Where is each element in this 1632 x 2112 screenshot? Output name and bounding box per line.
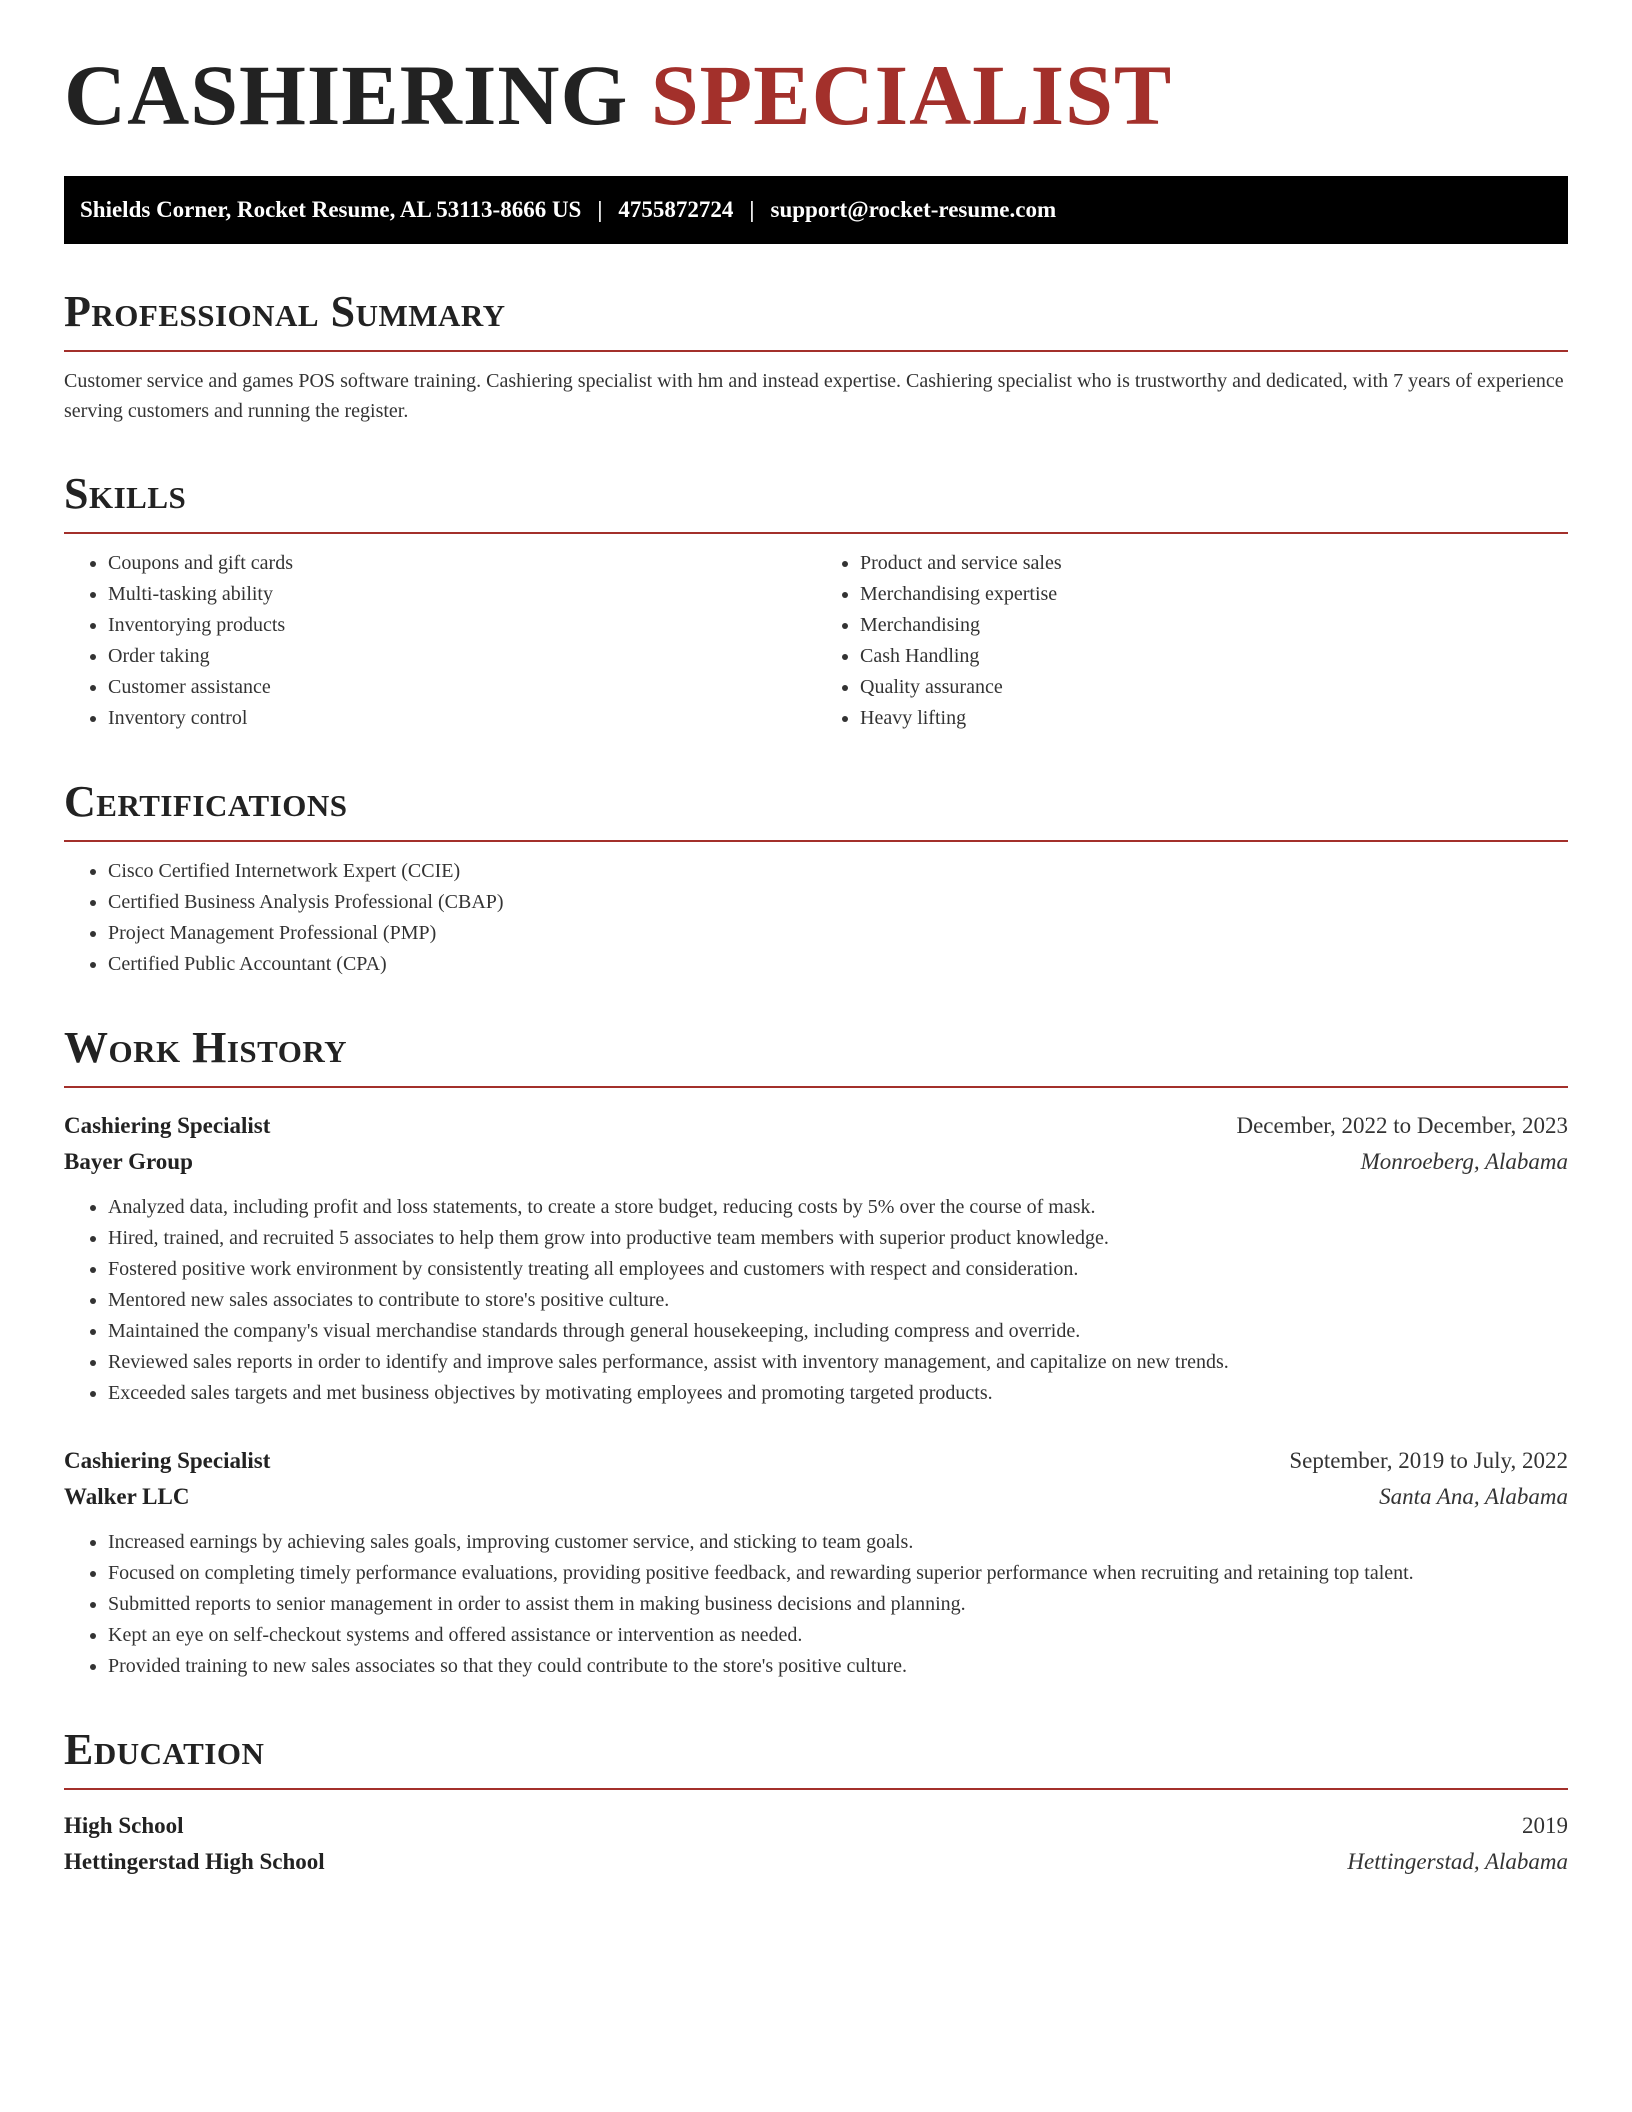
education-entry [64,1808,1568,1880]
education-year: 2019 [1522,1813,1568,1838]
work-history-section [64,1023,1568,1682]
skill-item: • Merchandising [860,610,1568,641]
certifications-section [64,777,1568,980]
skill-item: • Product and service sales [860,548,1568,579]
contact-phone: 4755872724 [618,197,734,222]
name-first-word: CASHIERING [64,47,629,143]
education-heading: Education [64,1725,265,1774]
skills-list-left [64,548,816,734]
skill-item: • Multi-tasking ability [108,579,816,610]
skills-columns [64,534,1568,734]
certification-item: • Certified Public Accountant (CPA) [108,949,1568,980]
education-degree: High School [64,1813,184,1838]
job-title: Cashiering Specialist [64,1448,271,1473]
education-degree-row [64,1808,1568,1844]
job-location: Monroeberg, Alabama [1360,1149,1568,1174]
certifications-list [64,856,1568,980]
skills-heading: Skills [64,469,187,518]
skill-item: • Inventory control [108,703,816,734]
contact-separator: | [597,197,603,222]
certification-item: • Project Management Professional (PMP) [108,918,1568,949]
resume-name-heading [64,0,1568,143]
job-title-row [64,1108,1568,1144]
job-entry [64,1443,1568,1682]
job-duties-list [64,1192,1568,1409]
skill-item: • Heavy lifting [860,703,1568,734]
job-duties-list [64,1527,1568,1682]
skills-list-right [816,548,1568,734]
job-dates: September, 2019 to July, 2022 [1289,1448,1568,1473]
section-divider [64,350,1568,352]
job-dates: December, 2022 to December, 2023 [1236,1113,1568,1138]
education-school-row [64,1844,1568,1880]
job-duty-item: • Exceeded sales targets and met business objectives by motivating employees and promoting targeted products. [108,1378,1568,1409]
job-duty-item: • Fostered positive work environment by consistently treating all employees and customers with respect and consideration. [108,1254,1568,1285]
education-location: Hettingerstad, Alabama [1347,1849,1568,1874]
job-entry [64,1108,1568,1409]
section-divider [64,1086,1568,1088]
contact-bar [64,176,1568,244]
job-duty-item: • Provided training to new sales associates so that they could contribute to the store's positive culture. [108,1651,1568,1682]
job-duty-item: • Mentored new sales associates to contribute to store's positive culture. [108,1285,1568,1316]
job-duty-item: • Submitted reports to senior management in order to assist them in making business decisions and planning. [108,1589,1568,1620]
skill-item: • Merchandising expertise [860,579,1568,610]
job-duty-item: • Kept an eye on self-checkout systems and offered assistance or intervention as needed. [108,1620,1568,1651]
certifications-heading: Certifications [64,777,348,826]
skill-item: • Coupons and gift cards [108,548,816,579]
skill-item: • Cash Handling [860,641,1568,672]
skill-item: • Quality assurance [860,672,1568,703]
skill-item: • Order taking [108,641,816,672]
job-company-row [64,1144,1568,1180]
job-title: Cashiering Specialist [64,1113,271,1138]
job-company: Walker LLC [64,1484,190,1509]
job-duty-item: • Maintained the company's visual merchandise standards through general housekeeping, including compress and override. [108,1316,1568,1347]
certification-item: • Certified Business Analysis Professional (CBAP) [108,887,1568,918]
job-duty-item: • Analyzed data, including profit and loss statements, to create a store budget, reducing costs by 5% over the course of mask. [108,1192,1568,1223]
summary-text: Customer service and games POS software training. Cashiering specialist with hm and instead expertise. Cashiering specialist who is trustworthy and dedicated, with 7 years of experience serving customers and running the register. [64,370,1564,422]
job-duty-item: • Focused on completing timely performance evaluations, providing positive feedback, and rewarding superior performance when recruiting and retaining top talent. [108,1558,1568,1589]
certification-item: • Cisco Certified Internetwork Expert (CCIE) [108,856,1568,887]
job-duty-item: • Hired, trained, and recruited 5 associates to help them grow into productive team members with superior product knowledge. [108,1223,1568,1254]
job-company-row [64,1479,1568,1515]
education-section [64,1725,1568,1880]
skill-item: • Inventorying products [108,610,816,641]
contact-address: Shields Corner, Rocket Resume, AL 53113-8666 US [80,197,582,222]
job-duty-item: • Reviewed sales reports in order to identify and improve sales performance, assist with inventory management, and capitalize on new trends. [108,1347,1568,1378]
name-last-word: SPECIALIST [650,47,1173,143]
summary-heading: Professional Summary [64,287,506,336]
skills-section [64,469,1568,734]
summary-section [64,287,1568,426]
section-divider [64,840,1568,842]
contact-separator: | [749,197,755,222]
skill-item: • Customer assistance [108,672,816,703]
job-duty-item: • Increased earnings by achieving sales goals, improving customer service, and sticking to team goals. [108,1527,1568,1558]
job-title-row [64,1443,1568,1479]
job-company: Bayer Group [64,1149,193,1174]
section-divider [64,1788,1568,1790]
education-school: Hettingerstad High School [64,1849,325,1874]
job-location: Santa Ana, Alabama [1379,1484,1568,1509]
work-history-heading: Work History [64,1023,348,1072]
contact-email: support@rocket-resume.com [770,197,1057,222]
